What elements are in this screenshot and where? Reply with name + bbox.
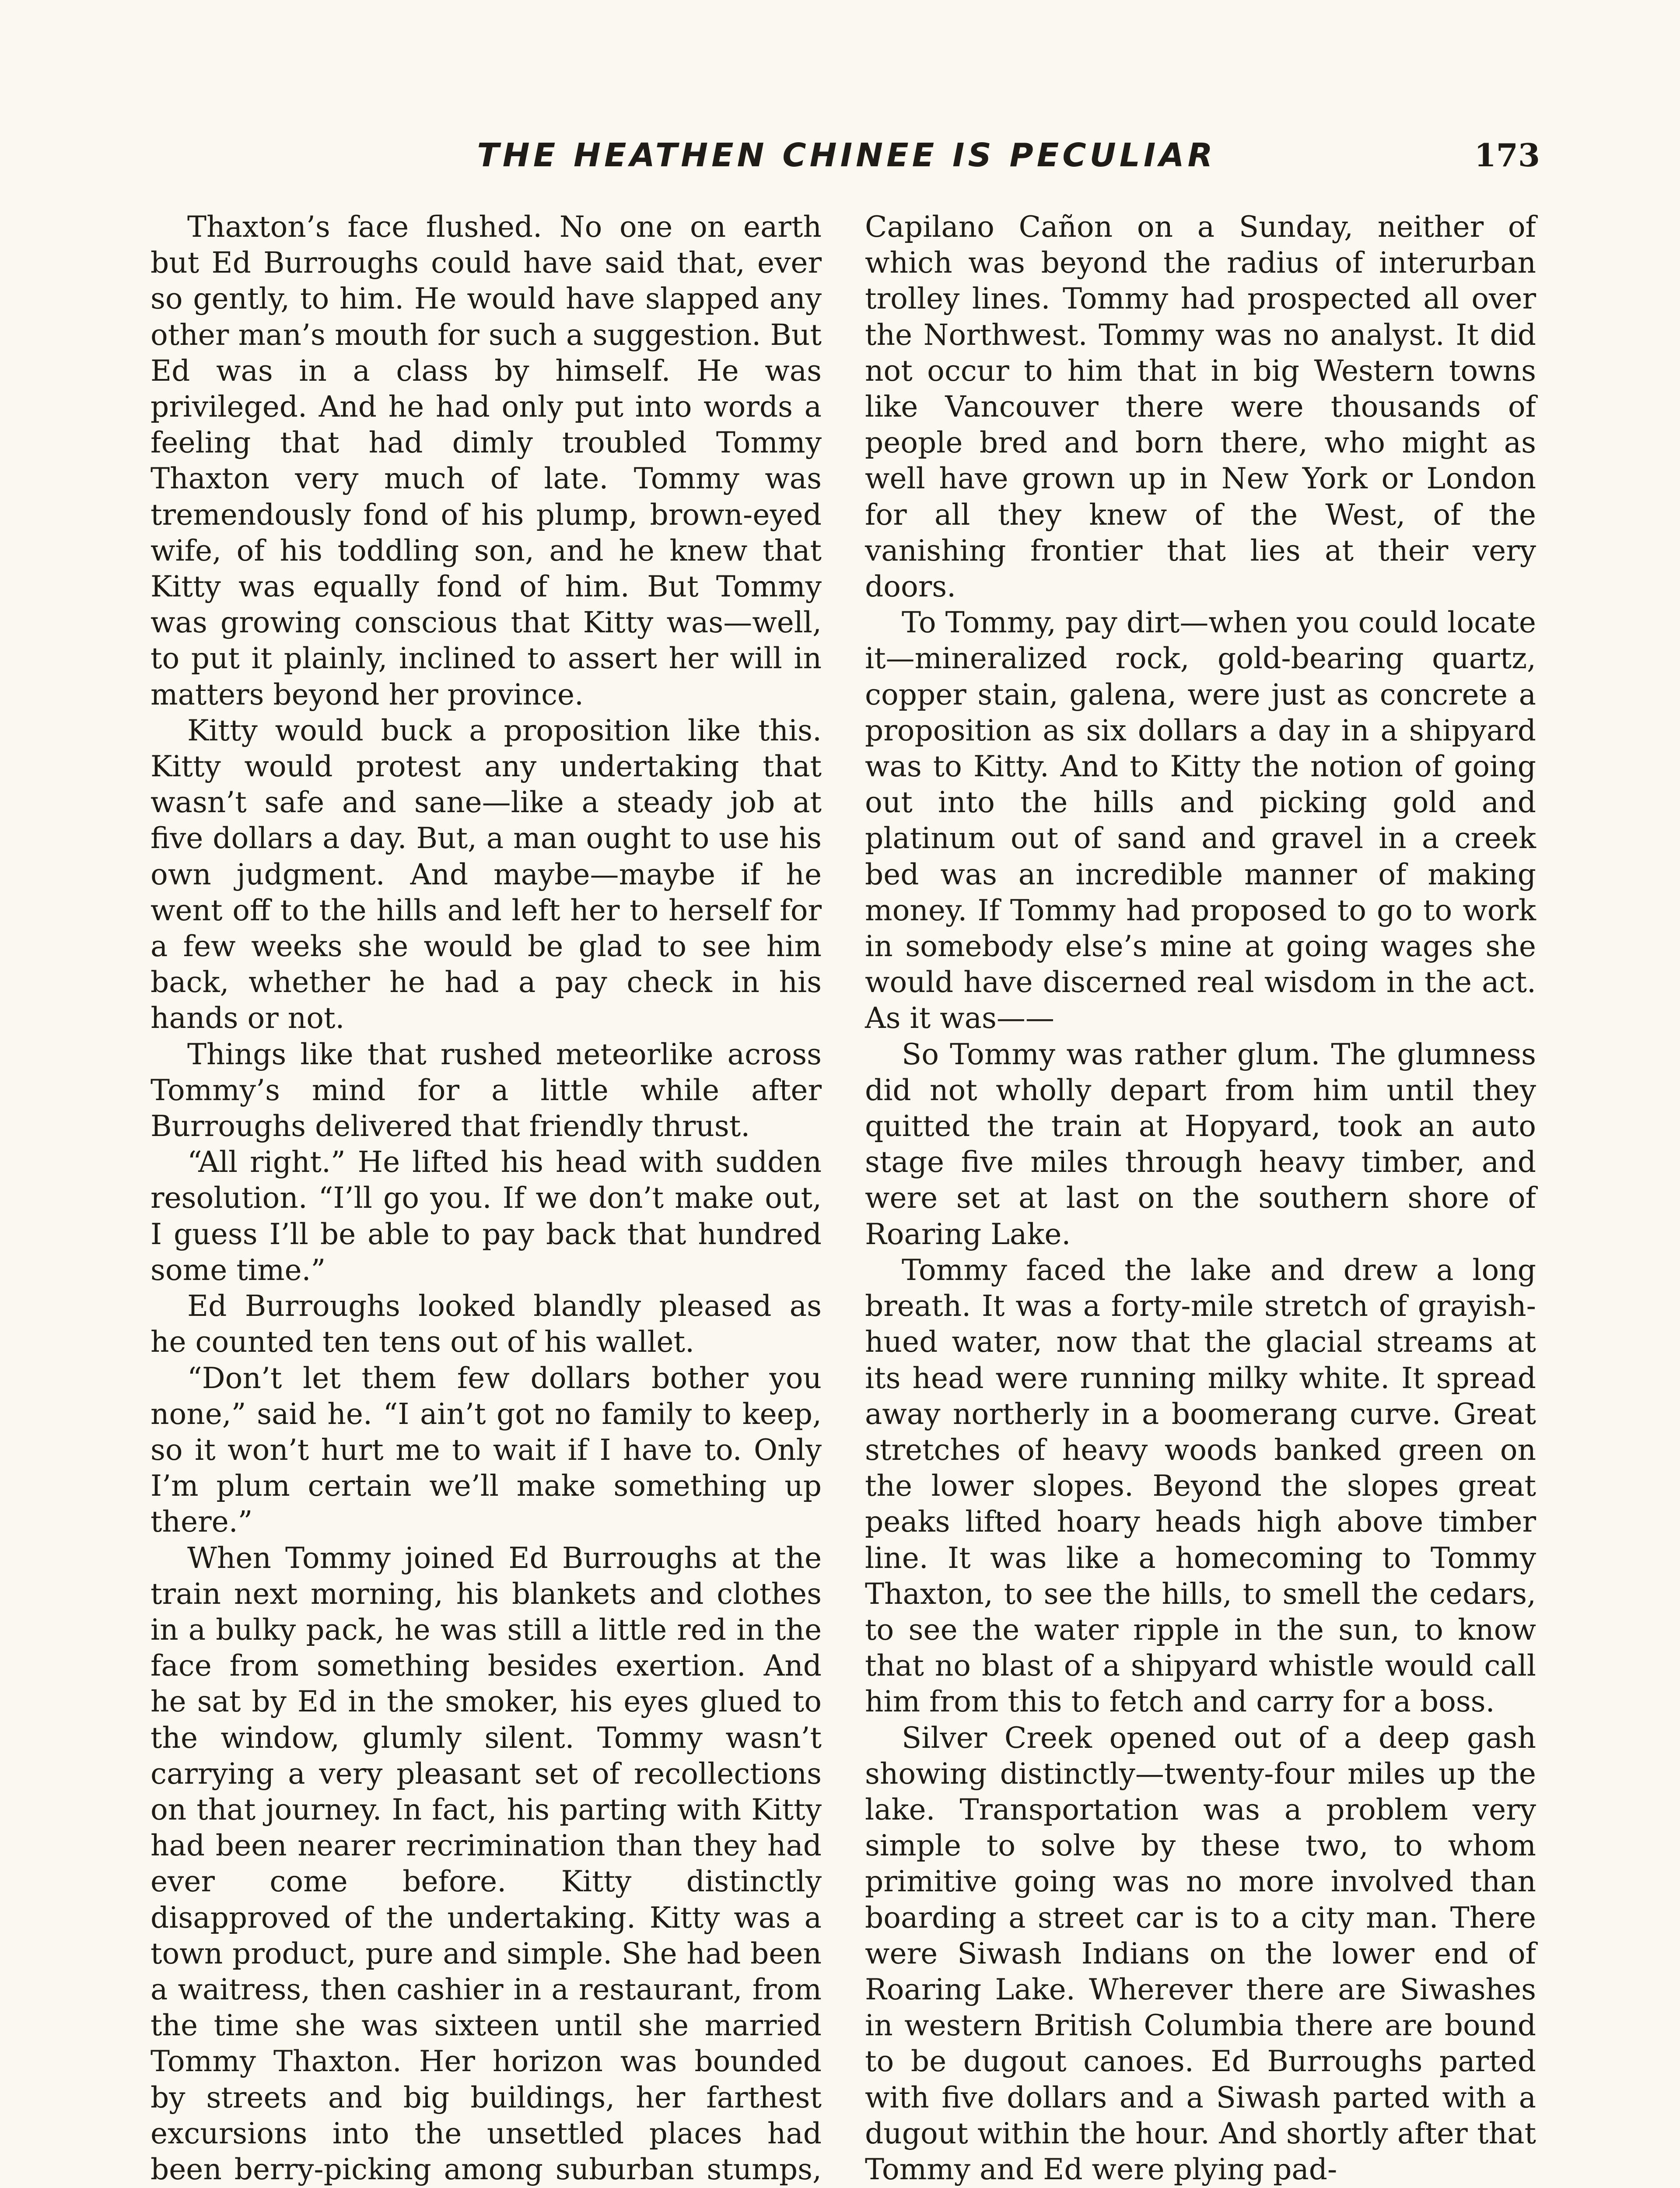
left-column <box>150 209 822 2188</box>
page-header <box>0 129 1680 190</box>
paragraph: Thaxton’s face flushed. No one on earth but Ed Burroughs could have said that, ever so gently, to him. He would have slapped any other man’s mouth for such a suggestion. But Ed was in a class by himself. He was privileged. And he had only put into words a feeling that had dimly troubled Tommy Thaxton very much of late. Tommy was tremendously fond of his plump, brown-eyed wife, of his toddling son, and he knew that Kitty was equally fond of him. But Tommy was growing conscious that Kitty was—well, to put it plainly, inclined to assert her will in matters beyond her province. <box>150 210 822 712</box>
paragraph: “Don’t let them few dollars bother you none,” said he. “I ain’t got no family to keep, so it won’t hurt me to wait if I have to. Only I’m plum certain we’ll make something up there.” <box>150 1361 822 1539</box>
paragraph: Kitty would buck a proposition like this. Kitty would protest any undertaking that wasn’t safe and sane—like a steady job at five dollars a day. But, a man ought to use his own judgment. And maybe—maybe if he went off to the hills and left her to herself for a few weeks she would be glad to see him back, whether he had a pay check in his hands or not. <box>150 713 822 1035</box>
paragraph: “All right.” He lifted his head with sudden resolution. “I’ll go you. If we don’t make out, I guess I’ll be able to pay back that hundred some time.” <box>150 1145 822 1287</box>
paragraph: Silver Creek opened out of a deep gash showing distinctly—twenty-four miles up the lake. Transportation was a problem very simple to solve by these two, to whom primitive going was no more involved than boarding a street car is to a city man. There were Siwash Indians on the lower end of Roaring Lake. Wherever there are Siwashes in western British Columbia there are bound to be dugout canoes. Ed Burroughs parted with five dollars and a Siwash parted with a dugout within the hour. And shortly after that Tommy and Ed were plying pad- <box>865 1721 1536 2186</box>
paragraph: Ed Burroughs looked blandly pleased as he counted ten tens out of his wallet. <box>150 1289 822 1359</box>
paragraph: Things like that rushed meteorlike across Tommy’s mind for a little while after Burroughs delivered that friendly thrust. <box>150 1037 822 1143</box>
paragraph: So Tommy was rather glum. The glumness did not wholly depart from him until they quitted the train at Hopyard, took an auto stage five miles through heavy timber, and were set at last on the southern shore of Roaring Lake. <box>865 1037 1536 1251</box>
running-title: THE HEATHEN CHINEE IS PECULIAR <box>477 137 1216 174</box>
paragraph: To Tommy, pay dirt—when you could locate it—mineralized rock, gold-bearing quartz, copper stain, galena, were just as concrete a proposition as six dollars a day in a shipyard was to Kitty. And to Kitty the notion of going out into the hills and picking gold and platinum out of sand and gravel in a creek bed was an incredible manner of making money. If Tommy had proposed to go to work in somebody else’s mine at going wages she would have discerned real wisdom in the act. As it was—— <box>865 606 1536 1035</box>
continued-paragraph: Capilano Cañon on a Sunday, neither of which was beyond the radius of interurban trolley lines. Tommy had prospected all over the Northwest. Tommy was no analyst. It did not occur to him that in big Western towns like Vancouver there were thousands of people bred and born there, who might as well have grown up in New York or London for all they knew of the West, of the vanishing frontier that lies at their very doors. <box>865 210 1536 604</box>
right-column <box>865 209 1536 2188</box>
paragraph: When Tommy joined Ed Burroughs at the train next morning, his blankets and clothes in a bulky pack, he was still a little red in the face from something besides exertion. And he sat by Ed in the smoker, his eyes glued to the window, glumly silent. Tommy wasn’t carrying a very pleasant set of recollections on that journey. In fact, his parting with Kitty had been nearer recrimination than they had ever come before. Kitty distinctly disapproved of the undertaking. Kitty was a town product, pure and simple. She had been a waitress, then cashier in a restaurant, from the time she was sixteen until she married Tommy Thaxton. Her horizon was bounded by streets and big buildings, her farthest excursions into the unsettled places had been berry-picking among suburban stumps, <box>150 1541 822 2186</box>
page-number: 173 <box>1474 137 1540 174</box>
paragraph: Tommy faced the lake and drew a long breath. It was a forty-mile stretch of grayish-hued water, now that the glacial streams at its head were running milky white. It spread away northerly in a boomerang curve. Great stretches of heavy woods banked green on the lower slopes. Beyond the slopes great peaks lifted hoary heads high above timber line. It was like a homecoming to Tommy Thaxton, to see the hills, to smell the cedars, to see the water ripple in the sun, to know that no blast of a shipyard whistle would call him from this to fetch and carry for a boss. <box>865 1253 1536 1719</box>
